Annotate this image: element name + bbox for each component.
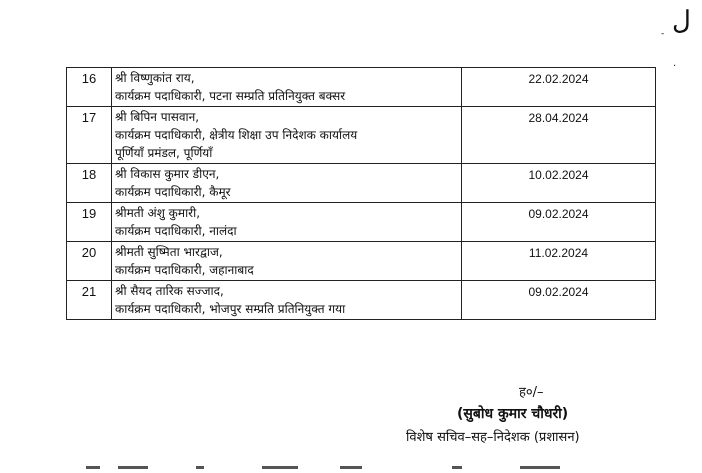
officer-post-line: कार्यक्रम पदाधिकारी, नालंदा bbox=[115, 224, 237, 238]
corner-tick-mark: - bbox=[661, 29, 665, 39]
officer-post-line: कार्यक्रम पदाधिकारी, क्षेत्रीय शिक्षा उप निदेशक कार्यालय bbox=[115, 128, 358, 142]
officer-name-line: श्री विष्णुकांत राय, bbox=[115, 71, 195, 85]
cut-off-next-line bbox=[0, 466, 702, 473]
signatory-name: (सुबोध कुमार चौधरी) bbox=[457, 406, 569, 422]
officer-post-line: कार्यक्रम पदाधिकारी, जहानाबाद bbox=[115, 263, 254, 277]
officer-post-line: कार्यक्रम पदाधिकारी, भोजपुर सम्प्रति प्रतिनियुक्त गया bbox=[115, 302, 346, 316]
officer-transfer-table bbox=[66, 67, 656, 320]
serial-number-cell: 16 bbox=[67, 68, 112, 107]
officer-name-line: श्रीमती सुष्मिता भारद्वाज, bbox=[115, 245, 223, 259]
serial-number-cell: 21 bbox=[67, 281, 112, 320]
officer-details-cell bbox=[112, 281, 462, 320]
officer-post-line: पूर्णियाँ प्रमंडल, पूर्णियाँ bbox=[115, 146, 213, 160]
officer-details-cell bbox=[112, 107, 462, 164]
serial-number-cell: 17 bbox=[67, 107, 112, 164]
date-cell: 22.02.2024 bbox=[462, 68, 656, 107]
table-row bbox=[67, 68, 656, 107]
serial-number-cell: 20 bbox=[67, 242, 112, 281]
table-row bbox=[67, 281, 656, 320]
serial-number-cell: 19 bbox=[67, 203, 112, 242]
table-row bbox=[67, 203, 656, 242]
officer-post-line: कार्यक्रम पदाधिकारी, कैमूर bbox=[115, 185, 231, 199]
corner-dot-mark: · bbox=[673, 61, 677, 72]
officer-details-cell bbox=[112, 203, 462, 242]
signed-mark: ह०/– bbox=[519, 385, 544, 400]
table-row bbox=[67, 107, 656, 164]
officer-details-cell bbox=[112, 164, 462, 203]
date-cell: 10.02.2024 bbox=[462, 164, 656, 203]
signatory-designation: विशेष सचिव–सह–निदेशक (प्रशासन) bbox=[406, 430, 580, 445]
serial-number-cell: 18 bbox=[67, 164, 112, 203]
officer-post-line: कार्यक्रम पदाधिकारी, पटना सम्प्रति प्रतिनियुक्त बक्सर bbox=[115, 89, 346, 103]
officer-name-line: श्रीमती अंशु कुमारी, bbox=[115, 206, 201, 220]
table-row bbox=[67, 242, 656, 281]
date-cell: 09.02.2024 bbox=[462, 281, 656, 320]
officer-name-line: श्री सैयद तारिक सज्जाद, bbox=[115, 284, 224, 298]
officer-name-line: श्री विकास कुमार डीएन, bbox=[115, 167, 220, 181]
date-cell: 09.02.2024 bbox=[462, 203, 656, 242]
officer-name-line: श्री बिपिन पासवान, bbox=[115, 110, 200, 124]
table-row bbox=[67, 164, 656, 203]
date-cell: 11.02.2024 bbox=[462, 242, 656, 281]
table-body bbox=[67, 68, 656, 320]
officer-details-cell bbox=[112, 242, 462, 281]
corner-mark: ل bbox=[672, 6, 691, 36]
officer-details-cell bbox=[112, 68, 462, 107]
date-cell: 28.04.2024 bbox=[462, 107, 656, 164]
